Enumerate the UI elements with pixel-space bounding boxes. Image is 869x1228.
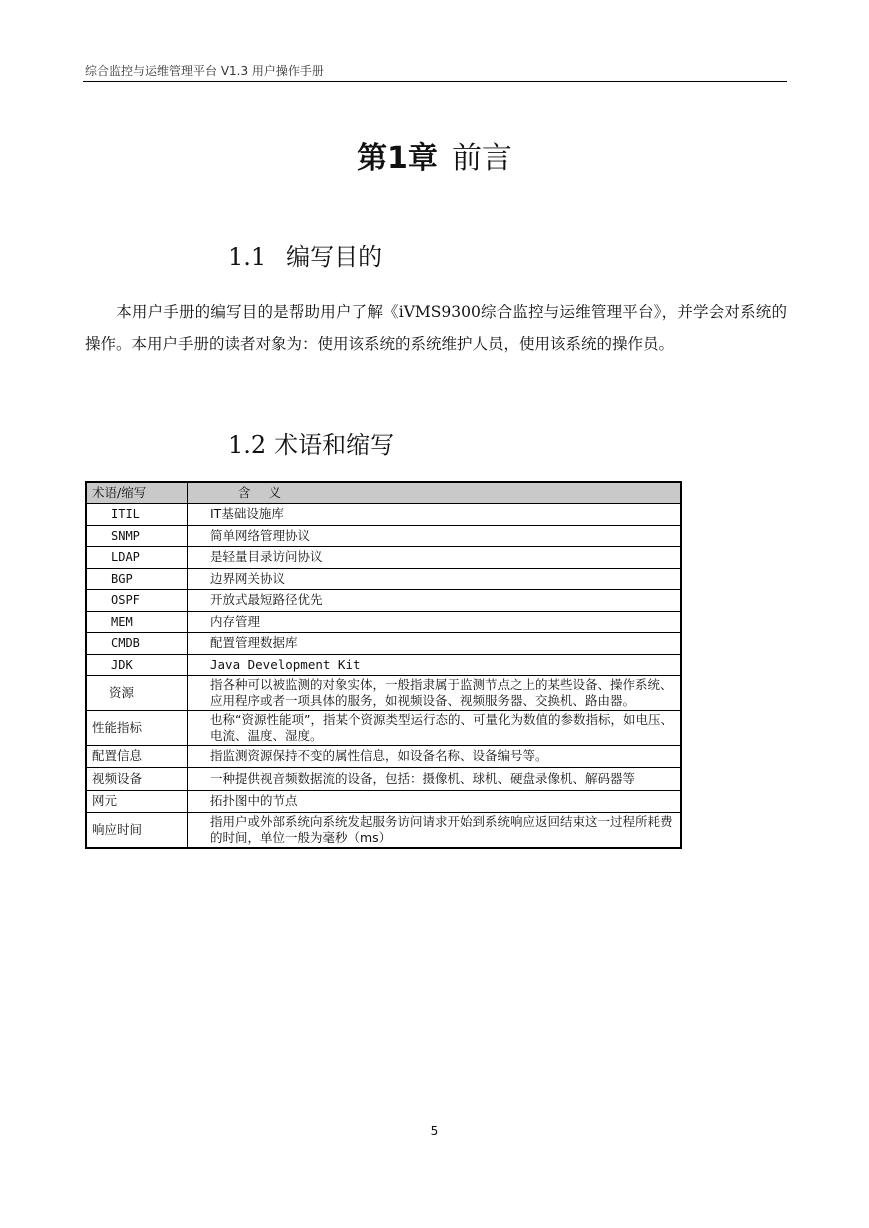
running-header: 综合监控与运维管理平台 V1.3 用户操作手册 <box>85 64 324 78</box>
table-row <box>86 791 681 813</box>
definition-cell: 指监测资源保持不变的属性信息，如设备名称、设备编号等。 <box>188 746 682 768</box>
definition-cell: 开放式最短路径优先 <box>188 590 682 612</box>
section-title: 编写目的 <box>286 243 383 271</box>
table-row <box>86 676 681 711</box>
column-header-meaning: 含义 <box>188 482 682 504</box>
term-cell: 性能指标 <box>86 711 188 746</box>
term-cell: SNMP <box>86 525 188 547</box>
definition-cell: 配置管理数据库 <box>188 633 682 655</box>
definition-cell: Java Development Kit <box>188 654 682 676</box>
definition-cell: 简单网络管理协议 <box>188 525 682 547</box>
purpose-paragraph <box>85 296 787 360</box>
term-cell: 资源 <box>86 676 188 711</box>
chapter-name: 前言 <box>451 141 512 176</box>
term-cell: ITIL <box>86 504 188 526</box>
header-divider <box>83 81 787 82</box>
definition-cell: 边界网关协议 <box>188 568 682 590</box>
section-number: 1.1 <box>228 243 267 271</box>
chapter-title <box>0 133 869 177</box>
table-row <box>86 611 681 633</box>
definition-cell: 指各种可以被监测的对象实体，一般指隶属于监测节点之上的某些设备、操作系统、应用程序或者一项具体的服务，如视频设备、视频服务器、交换机、路由器。 <box>188 676 682 711</box>
definition-cell: 一种提供视音频数据流的设备，包括：摄像机、球机、硬盘录像机、解码器等 <box>188 767 682 791</box>
definition-cell: 拓扑图中的节点 <box>188 791 682 813</box>
table-row <box>86 812 681 848</box>
term-cell: 响应时间 <box>86 812 188 848</box>
table-row <box>86 654 681 676</box>
term-cell: CMDB <box>86 633 188 655</box>
table-row <box>86 767 681 791</box>
page-number: 5 <box>430 1124 439 1138</box>
table-row <box>86 590 681 612</box>
column-header-term: 术语/缩写 <box>86 482 188 504</box>
table-row <box>86 547 681 569</box>
definition-cell: 内存管理 <box>188 611 682 633</box>
term-cell: 网元 <box>86 791 188 813</box>
section-1-1-heading <box>228 237 382 272</box>
table-row <box>86 746 681 768</box>
table-header-row <box>86 482 681 504</box>
definition-cell: IT基础设施库 <box>188 504 682 526</box>
table-row <box>86 525 681 547</box>
table-row <box>86 568 681 590</box>
term-cell: MEM <box>86 611 188 633</box>
definition-cell: 也称“资源性能项”，指某个资源类型运行态的、可量化为数值的参数指标，如电压、电流、温度、湿度。 <box>188 711 682 746</box>
term-cell: OSPF <box>86 590 188 612</box>
chapter-number: 第1章 <box>357 141 438 176</box>
term-cell: 视频设备 <box>86 767 188 791</box>
term-cell: BGP <box>86 568 188 590</box>
section-1-2-heading <box>228 425 394 460</box>
definition-cell: 是轻量目录访问协议 <box>188 547 682 569</box>
section-number: 1.2 <box>228 431 267 459</box>
table-row <box>86 504 681 526</box>
term-cell: LDAP <box>86 547 188 569</box>
term-cell: 配置信息 <box>86 746 188 768</box>
term-cell: JDK <box>86 654 188 676</box>
terms-table <box>85 481 682 849</box>
paragraph-text: 本用户手册的编写目的是帮助用户了解《iVMS9300综合监控与运维管理平台》，并学会对系统的操作。本用户手册的读者对象为：使用该系统的系统维护人员，使用该系统的操作员。 <box>85 303 787 353</box>
definition-cell: 指用户或外部系统向系统发起服务访问请求开始到系统响应返回结束这一过程所耗费的时间，单位一般为毫秒（ms） <box>188 812 682 848</box>
table-row <box>86 711 681 746</box>
table-row <box>86 633 681 655</box>
section-title: 术语和缩写 <box>274 431 395 459</box>
